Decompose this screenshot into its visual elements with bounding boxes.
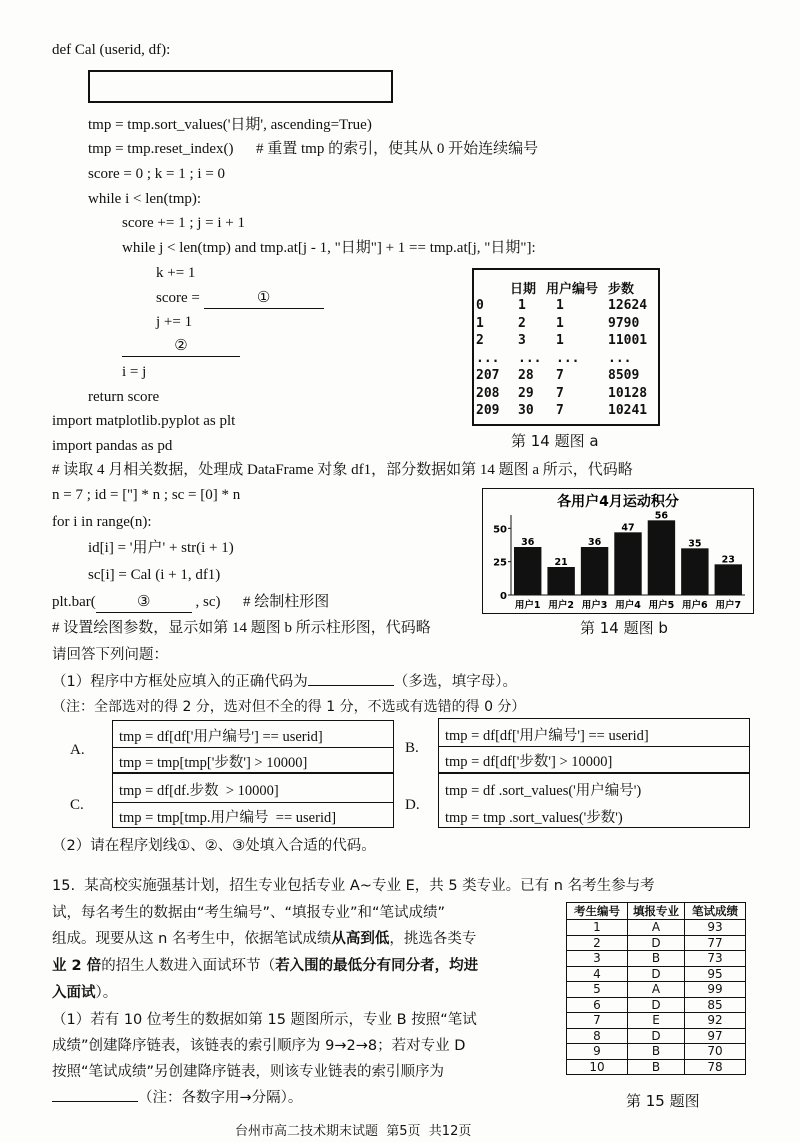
q15-line2: 试，每名考生的数据由“考生编号”、“填报专业”和“笔试成绩”	[52, 905, 446, 921]
table-a-header: 步数	[608, 282, 635, 297]
table-cell: E	[628, 1013, 685, 1029]
table-a-cell: 208	[476, 385, 500, 401]
chart-title: 各用户4月运动积分	[557, 494, 679, 510]
table-a-cell: 28	[518, 368, 534, 383]
table-15-caption: 第 15 题图	[626, 1092, 700, 1110]
table-cell: 2	[567, 935, 628, 951]
x-tick-label: 用户3	[581, 600, 608, 611]
table-15-header: 考生编号	[567, 903, 628, 920]
table-row	[567, 1059, 746, 1075]
option-divider	[439, 746, 749, 747]
table-15-header: 笔试成绩	[685, 903, 746, 920]
q1-tail: （多选，填字母）。	[393, 674, 517, 690]
option-a-line2: tmp = tmp[tmp['步数'] > 10000]	[119, 755, 308, 771]
table-cell: 1	[567, 920, 628, 936]
questions-intro: 请回答下列问题：	[52, 647, 168, 663]
option-c-box	[112, 773, 394, 828]
code-blank-2-line	[122, 336, 240, 357]
blank-1: ①	[204, 288, 324, 309]
table-row	[567, 1028, 746, 1044]
table-cell: 95	[685, 966, 746, 982]
q15-line7: 成绩”创建降序链表，该链表的索引顺序为 9→2→8；若对专业 D	[52, 1038, 466, 1054]
q15-line9	[52, 1088, 302, 1108]
table-cell: 99	[685, 982, 746, 998]
table-cell: A	[628, 982, 685, 998]
q15-line4	[52, 956, 478, 976]
table-a-cell: 2	[476, 333, 484, 348]
code-for-line: for i in range(n):	[52, 514, 152, 530]
code-sort-line: tmp = tmp.sort_values('日期', ascending=True)	[88, 117, 372, 133]
table-a-cell: 0	[476, 298, 484, 313]
table-a-cell: 10128	[608, 385, 648, 401]
table-a-caption: 第 14 题图 a	[511, 432, 599, 450]
table-a-cell: 1	[476, 315, 484, 331]
table-cell: 77	[685, 935, 746, 951]
q15-line4b: 的招生人数进入面试环节（	[101, 958, 276, 974]
q15-line6: （1）若有 10 位考生的数据如第 15 题图所示，专业 B 按照“笔试	[52, 1012, 477, 1028]
code-init-line: score = 0 ; k = 1 ; i = 0	[88, 166, 226, 182]
table-a-cell: 7	[556, 385, 564, 401]
code-while-outer: while i < len(tmp):	[88, 191, 202, 207]
q15-line9-text: （注：各数字用→分隔）。	[138, 1090, 303, 1106]
code-k-inc: k += 1	[156, 265, 196, 281]
table-cell: 10	[567, 1059, 628, 1075]
chart-svg	[483, 489, 753, 613]
table-a-cell: 3	[518, 333, 526, 348]
table-cell: 78	[685, 1059, 746, 1075]
table-a-cell: 1	[556, 298, 564, 313]
table-cell: 97	[685, 1028, 746, 1044]
table-a-cell: 7	[556, 368, 564, 383]
option-c-line2: tmp = tmp[tmp.用户编号 == userid]	[119, 810, 337, 826]
bar	[514, 547, 541, 595]
table-cell: B	[628, 951, 685, 967]
table-a-cell: ...	[518, 350, 542, 366]
code-bar-line	[52, 592, 329, 613]
option-c-line1: tmp = df[df.步数 > 10000]	[119, 783, 279, 799]
table-a-cell: 8509	[608, 368, 640, 383]
table-row	[567, 951, 746, 967]
code-sc-line: sc[i] = Cal (i + 1, df1)	[88, 567, 221, 583]
y-tick-label: 25	[493, 557, 507, 569]
table-a-cell: 2	[518, 315, 526, 331]
table-row	[567, 1044, 746, 1060]
table-cell: 73	[685, 951, 746, 967]
option-b-line1: tmp = df[df['用户编号'] == userid]	[445, 728, 649, 744]
x-tick-label: 用户5	[648, 600, 675, 611]
table-cell: 7	[567, 1013, 628, 1029]
code-def-line: def Cal (userid, df):	[52, 42, 171, 58]
option-a-letter: A.	[70, 742, 85, 758]
table-a-cell: 29	[518, 385, 534, 401]
table-row	[567, 997, 746, 1013]
table-cell: B	[628, 1059, 685, 1075]
page-footer: 台州市高二技术期末试题 第5页 共12页	[235, 1124, 472, 1139]
q1-text: （1）程序中方框处应填入的正确代码为	[52, 674, 308, 690]
table-a-header: 日期	[510, 282, 537, 297]
table-cell: A	[628, 920, 685, 936]
data-label: 36	[521, 537, 535, 548]
y-tick-label: 50	[493, 524, 507, 536]
table-cell: D	[628, 997, 685, 1013]
q15-blank	[52, 1101, 138, 1102]
code-comment-plot: # 设置绘图参数，显示如第 14 题图 b 所示柱形图，代码略	[52, 620, 431, 636]
table-a	[472, 268, 660, 426]
score-eq-text: score =	[156, 290, 204, 306]
q15-line8: 按照“笔试成绩”另创建降序链表，则该专业链表的索引顺序为	[52, 1064, 445, 1080]
table-row	[567, 935, 746, 951]
table-a-cell: 12624	[608, 298, 648, 313]
code-import-pd: import pandas as pd	[52, 438, 173, 454]
table-cell: 6	[567, 997, 628, 1013]
table-cell: D	[628, 1028, 685, 1044]
code-return: return score	[88, 389, 160, 405]
option-b-line2: tmp = df[df['步数'] > 10000]	[445, 754, 613, 770]
bar-prefix: plt.bar(	[52, 594, 96, 610]
data-label: 36	[587, 537, 602, 548]
table-cell: 85	[685, 997, 746, 1013]
table-a-cell: 209	[476, 403, 500, 418]
option-divider	[113, 747, 393, 748]
option-a-box	[112, 720, 394, 773]
y-tick-label: 0	[500, 591, 507, 602]
table-a-cell: 1	[556, 333, 564, 348]
table-row	[567, 1013, 746, 1029]
q1-blank	[308, 685, 394, 686]
code-id-line: id[i] = '用户' + str(i + 1)	[88, 540, 234, 556]
bar	[547, 567, 574, 595]
table-a-cell: ...	[608, 350, 632, 366]
table-cell: 92	[685, 1013, 746, 1029]
option-d-box	[438, 773, 750, 828]
option-d-letter: D.	[405, 797, 420, 813]
table-a-cell: ...	[556, 350, 580, 366]
data-label: 47	[621, 522, 635, 534]
data-label: 35	[688, 538, 702, 550]
table-cell: 9	[567, 1044, 628, 1060]
code-import-plt: import matplotlib.pyplot as plt	[52, 413, 236, 429]
x-tick-label: 用户6	[682, 600, 708, 611]
q15-line4c: 若入围的最低分有同分者，均进	[275, 958, 479, 974]
table-row	[567, 920, 746, 936]
q1-note: （注：全部选对的得 2 分，选对但不全的得 1 分，不选或有选错的得 0 分）	[52, 699, 526, 715]
table-cell: 8	[567, 1028, 628, 1044]
table-cell: 93	[685, 920, 746, 936]
option-b-box	[438, 718, 750, 773]
x-tick-label: 用户1	[514, 600, 541, 611]
data-label: 21	[554, 557, 568, 568]
table-a-header: 用户编号	[546, 282, 599, 297]
code-reset-line: tmp = tmp.reset_index() # 重置 tmp 的索引，使其从 0 开始连续编号	[88, 141, 539, 157]
option-d-line1: tmp = df .sort_values('用户编号')	[445, 783, 642, 799]
q15-line5b: ）。	[95, 985, 118, 1001]
x-tick-label: 用户2	[548, 600, 574, 611]
bar	[681, 548, 708, 595]
x-tick-label: 用户7	[715, 600, 742, 611]
option-a-line1: tmp = df[df['用户编号'] == userid]	[119, 729, 323, 745]
table-row	[567, 966, 746, 982]
table-a-cell: 1	[518, 298, 526, 313]
table-cell: 70	[685, 1044, 746, 1060]
bar-chart	[482, 488, 754, 614]
q15-line4a: 业 2 倍	[52, 958, 102, 974]
q2-line: （2）请在程序划线①、②、③处填入合适的代码。	[52, 838, 376, 854]
code-score-eq	[156, 288, 324, 309]
table-cell: 5	[567, 982, 628, 998]
table-a-cell: 207	[476, 368, 500, 383]
code-comment-read: # 读取 4 月相关数据，处理成 DataFrame 对象 df1，部分数据如第 14 题图 a 所示，代码略	[52, 462, 633, 478]
table-a-cell: ...	[476, 350, 500, 366]
table-cell: D	[628, 966, 685, 982]
code-score-inc: score += 1 ; j = i + 1	[122, 215, 245, 231]
option-divider	[113, 802, 393, 803]
bar-suffix: , sc) # 绘制柱形图	[191, 594, 330, 610]
q15-line5a: 入面试	[52, 985, 96, 1001]
q1-line	[52, 672, 517, 692]
table-a-cell: 11001	[608, 333, 648, 348]
code-n-line: n = 7 ; id = [''] * n ; sc = [0] * n	[52, 487, 241, 503]
table-a-cell: 9790	[608, 315, 640, 331]
data-label: 23	[721, 554, 735, 566]
blank-2: ②	[122, 336, 240, 357]
blank-3: ③	[96, 592, 192, 613]
table-row	[567, 982, 746, 998]
table-cell: B	[628, 1044, 685, 1060]
table-a-cell: 30	[518, 403, 534, 418]
code-i-eq: i = j	[122, 364, 147, 380]
answer-box	[88, 70, 393, 103]
table-a-cell: 1	[556, 315, 564, 331]
table-cell: 4	[567, 966, 628, 982]
table-a-cell: 7	[556, 403, 564, 418]
q15-line3b: 从高到低	[331, 931, 390, 947]
q15-line3a: 组成。现要从这 n 名考生中，依据笔试成绩	[52, 931, 332, 947]
table-cell: D	[628, 935, 685, 951]
bar	[581, 547, 608, 595]
table-15-header: 填报专业	[628, 903, 685, 920]
x-tick-label: 用户4	[615, 600, 641, 611]
option-b-letter: B.	[405, 740, 419, 756]
q15-line3c: ，挑选各类专	[389, 931, 477, 947]
q15-line1: 15. 某高校实施强基计划，招生专业包括专业 A~专业 E，共 5 类专业。已有 n 名考生参与考	[52, 878, 655, 894]
bar	[614, 532, 641, 595]
data-label: 56	[654, 510, 669, 522]
bar	[715, 564, 742, 595]
bar	[648, 520, 675, 595]
code-while-inner: while j < len(tmp) and tmp.at[j - 1, "日期"] + 1 == tmp.at[j, "日期"]:	[122, 240, 536, 256]
table-a-cell: 10241	[608, 403, 648, 418]
table-cell: 3	[567, 951, 628, 967]
q15-line3	[52, 929, 476, 949]
option-c-letter: C.	[70, 797, 84, 813]
code-j-inc: j += 1	[156, 314, 193, 330]
option-d-line2: tmp = tmp .sort_values('步数')	[445, 810, 623, 826]
table-15	[566, 902, 746, 1075]
q15-line5	[52, 983, 117, 1003]
chart-caption: 第 14 题图 b	[580, 619, 668, 637]
